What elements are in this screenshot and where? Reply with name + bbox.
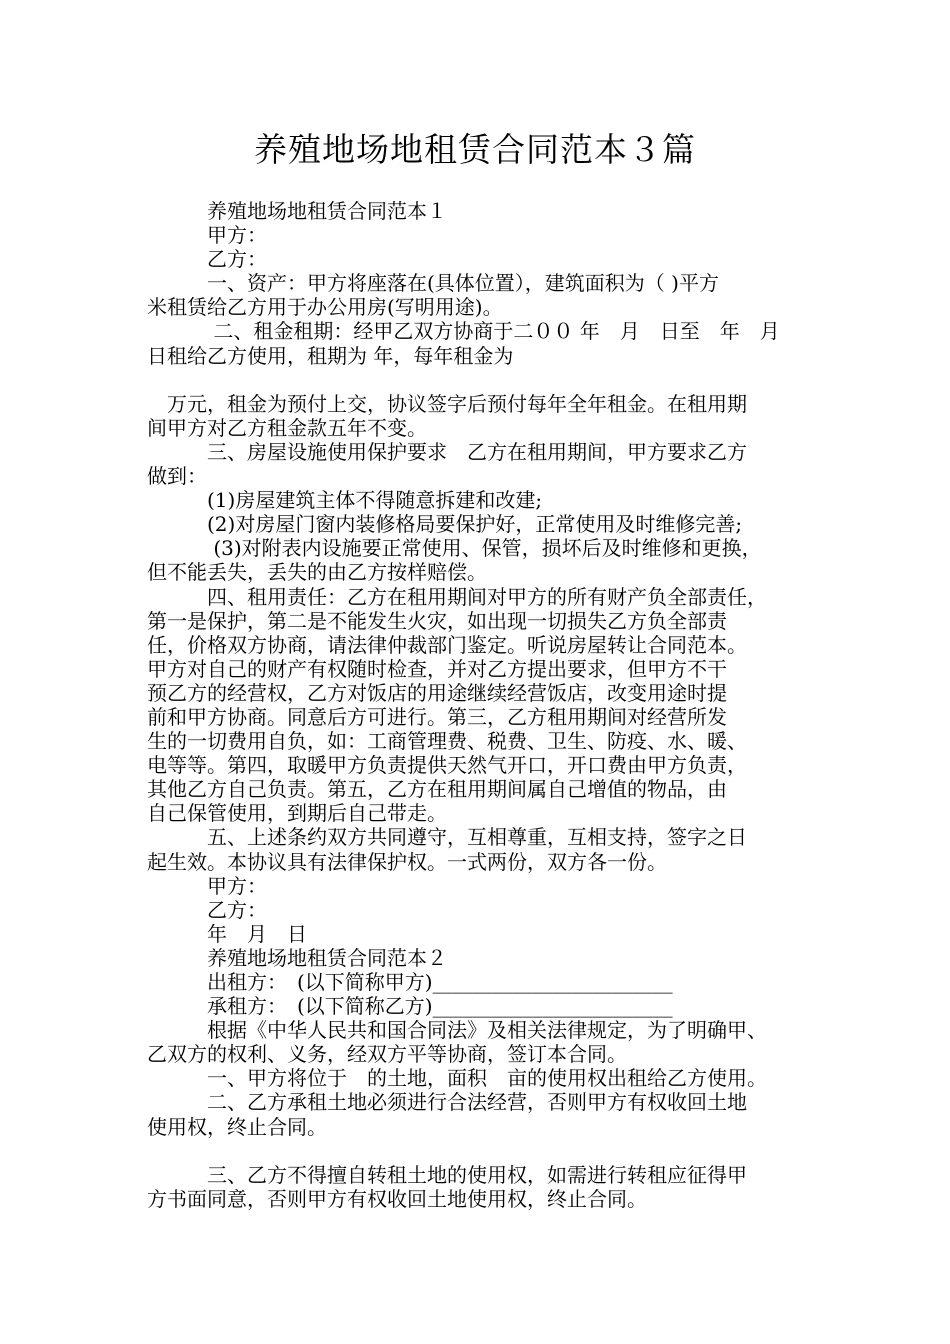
document-body [147, 199, 817, 1211]
document-line: 前和甲方协商。同意后方可进行。第三，乙方租用期间对经营所发 [147, 704, 727, 729]
document-line: 电等等。第四，取暖甲方负责提供天然气开口，开口费由甲方负责， [147, 753, 747, 778]
document-line: 养殖地场地租赁合同范本２ [147, 945, 447, 970]
document-line: 甲方： [147, 873, 267, 898]
document-line: 二、乙方承租土地必须进行合法经营，否则甲方有权收回土地 [147, 1090, 747, 1115]
document-line: (1)房屋建筑主体不得随意拆建和改建; [147, 488, 543, 513]
document-title: 养殖地场地租赁合同范本３篇 [254, 130, 696, 169]
document-line: 年 月 日 [147, 921, 307, 946]
document-line: 做到： [147, 464, 207, 489]
document-line: 任，价格双方协商，请法律仲裁部门鉴定。听说房屋转让合同范本。 [147, 632, 747, 657]
document-line: 自己保管使用，到期后自己带走。 [147, 801, 447, 826]
document-line [147, 1139, 817, 1163]
document-line [147, 368, 817, 392]
document-line: 生的一切费用自负，如：工商管理费、税费、卫生、防疫、水、暖、 [147, 729, 747, 754]
document-line: 四、租用责任：乙方在租用期间对甲方的所有财产负全部责任， [147, 584, 767, 609]
document-line: 一、资产：甲方将座落在(具体位置），建筑面积为（ )平方 [147, 271, 719, 296]
document-line: 根据《中华人民共和国合同法》及相关法律规定，为了明确甲、 [147, 1018, 767, 1043]
document-line: 间甲方对乙方租金款五年不变。 [147, 415, 427, 440]
document-line: 一、甲方将位于 的土地，面积 亩的使用权出租给乙方使用。 [147, 1066, 767, 1091]
document-line: 养殖地场地租赁合同范本１ [147, 199, 447, 223]
document-line: 第一是保护，第二是不能发生火灾，如出现一切损失乙方负全部责 [147, 608, 727, 633]
document-line: 其他乙方自己负责。第五，乙方在租用期间属自己增值的物品，由 [147, 777, 727, 802]
document-line: 乙双方的权利、义务，经双方平等协商，签订本合同。 [147, 1042, 627, 1067]
document-line: 但不能丢失，丢失的由乙方按样赔偿。 [147, 560, 487, 585]
document-line: 承租方： (以下简称乙方)________________________ [147, 994, 673, 1019]
document-line: 米租赁给乙方用于办公用房(写明用途)。 [147, 295, 503, 320]
document-line: (3)对附表内设施要正常使用、保管，损坏后及时维修和更换， [147, 536, 762, 561]
document-line: 三、房屋设施使用保护要求 乙方在租用期间，甲方要求乙方 [147, 439, 747, 464]
document-line: 乙方： [147, 247, 267, 272]
document-line: 二、租金租期：经甲乙双方协商于二００ 年 月 日至 年 月 [147, 319, 780, 344]
document-line: 万元，租金为预付上交，协议签字后预付每年全年租金。在租用期 [147, 391, 747, 416]
document-line: 日租给乙方使用，租期为 年，每年租金为 [147, 343, 514, 368]
document-line: 甲方对自己的财产有权随时检查，并对乙方提出要求，但甲方不干 [147, 656, 727, 681]
document-line: 甲方： [147, 223, 267, 248]
document-line: 使用权，终止合同。 [147, 1114, 327, 1139]
document-line: 五、上述条约双方共同遵守，互相尊重，互相支持，签字之日 [147, 825, 747, 850]
document-line: 起生效。本协议具有法律保护权。一式两份，双方各一份。 [147, 849, 667, 874]
document-line: 预乙方的经营权，乙方对饭店的用途继续经营饭店，改变用途时提 [147, 680, 727, 705]
document-line: 乙方： [147, 897, 267, 922]
document-line: (2)对房屋门窗内装修格局要保护好，正常使用及时维修完善; [147, 512, 743, 537]
document-line: 出租方： (以下简称甲方)________________________ [147, 970, 673, 994]
document-line: 方书面同意，否则甲方有权收回土地使用权，终止合同。 [147, 1186, 647, 1211]
document-line: 三、乙方不得擅自转租土地的使用权，如需进行转租应征得甲 [147, 1162, 747, 1187]
